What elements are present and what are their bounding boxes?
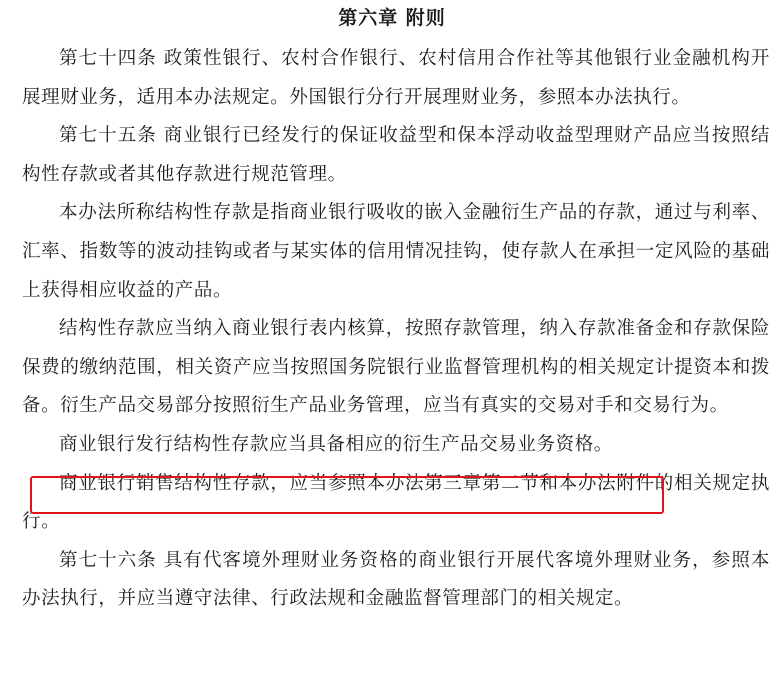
paragraph-highlighted-qualification: 商业银行发行结构性存款应当具备相应的衍生产品交易业务资格。 [59, 433, 613, 455]
paragraph-structured-deposit-definition: 本办法所称结构性存款是指商业银行吸收的嵌入金融衍生产品的存款，通过与利率、汇率、指数等的波动挂钩或者与某实体的信用情况挂钩，使存款人在承担一定风险的基础上获得相应收益的产品。 [22, 202, 770, 301]
paragraph-article-76: 第七十六条 具有代客境外理财业务资格的商业银行开展代客境外理财业务，参照本办法执行，并应当遵守法律、行政法规和金融监督管理部门的相关规定。 [22, 549, 770, 610]
paragraph-article-74: 第七十四条 政策性银行、农村合作银行、农村信用合作社等其他银行业金融机构开展理财业务，适用本办法规定。外国银行分行开展理财业务，参照本办法执行。 [22, 48, 770, 108]
document-body [22, 40, 770, 619]
paragraph-article-75: 第七十五条 商业银行已经发行的保证收益型和保本浮动收益型理财产品应当按照结构性存款或者其他存款进行规范管理。 [22, 125, 770, 185]
chapter-title: 第六章 附则 [338, 7, 446, 29]
paragraph-structured-deposit-sales: 商业银行销售结构性存款，应当参照本办法第三章第二节和本办法附件的相关规定执行。 [22, 472, 770, 533]
paragraph-structured-deposit-accounting: 结构性存款应当纳入商业银行表内核算，按照存款管理，纳入存款准备金和存款保险保费的缴纳范围，相关资产应当按照国务院银行业监督管理机构的相关规定计提资本和拨备。衍生产品交易部分按照衍生产品业务管理，应当有真实的交易对手和交易行为。 [22, 318, 770, 417]
